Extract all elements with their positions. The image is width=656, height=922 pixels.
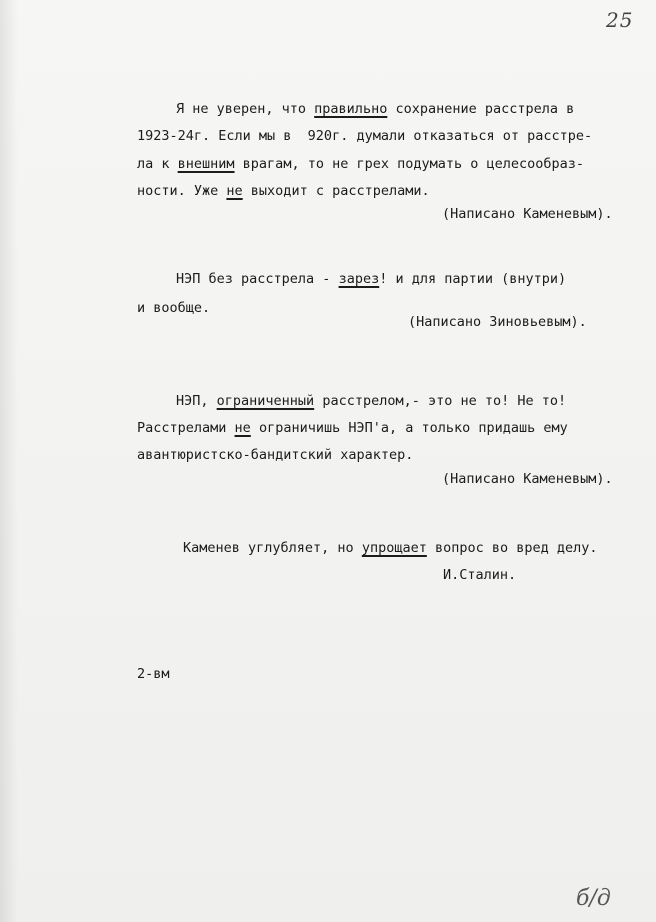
footer-mark: 2-вм xyxy=(137,666,170,682)
paragraph1-line1: Я не уверен, что правильно сохранение расстрела в xyxy=(176,101,575,117)
underlined-word: не xyxy=(226,183,243,199)
paragraph3-line1: НЭП, ограниченный расстрелом,- это не то! Не то! xyxy=(176,393,567,409)
paragraph4-line1: Каменев углубляет, но упрощает вопрос во вред делу. xyxy=(183,540,598,556)
signature-stalin: И.Сталин. xyxy=(443,567,517,583)
underlined-word: правильно xyxy=(314,101,388,117)
paragraph3-line2: Расстрелами не ограничишь НЭП'а, а только придашь ему xyxy=(137,420,568,436)
page-number: 25 xyxy=(606,8,634,32)
corner-handwritten-mark: б/д xyxy=(576,886,611,911)
paragraph2-line1: НЭП без расстрела - зарез! и для партии (внутри) xyxy=(176,271,567,287)
underlined-word: внешним xyxy=(177,156,235,172)
scan-edge-shadow xyxy=(0,0,18,922)
underlined-word: упрощает xyxy=(361,540,427,556)
attribution-zinoviev: (Написано Зиновьевым). xyxy=(408,314,587,330)
underlined-word: зарез xyxy=(338,271,380,287)
paragraph1-line4: ности. Уже не выходит с расстрелами. xyxy=(137,183,430,199)
paragraph3-line3: авантюристско-бандитский характер. xyxy=(137,447,414,463)
paragraph1-line2: 1923-24г. Если мы в 920г. думали отказаться от расстре- xyxy=(137,128,593,144)
underlined-word: не xyxy=(234,420,251,436)
paragraph1-line3: ла к внешним врагам, то не грех подумать о целесообраз- xyxy=(137,156,585,172)
underlined-word: ограниченный xyxy=(216,393,315,409)
attribution-kamenev-1: (Написано Каменевым). xyxy=(442,206,613,222)
attribution-kamenev-2: (Написано Каменевым). xyxy=(442,471,613,487)
paragraph2-line2: и вообще. xyxy=(137,300,211,316)
